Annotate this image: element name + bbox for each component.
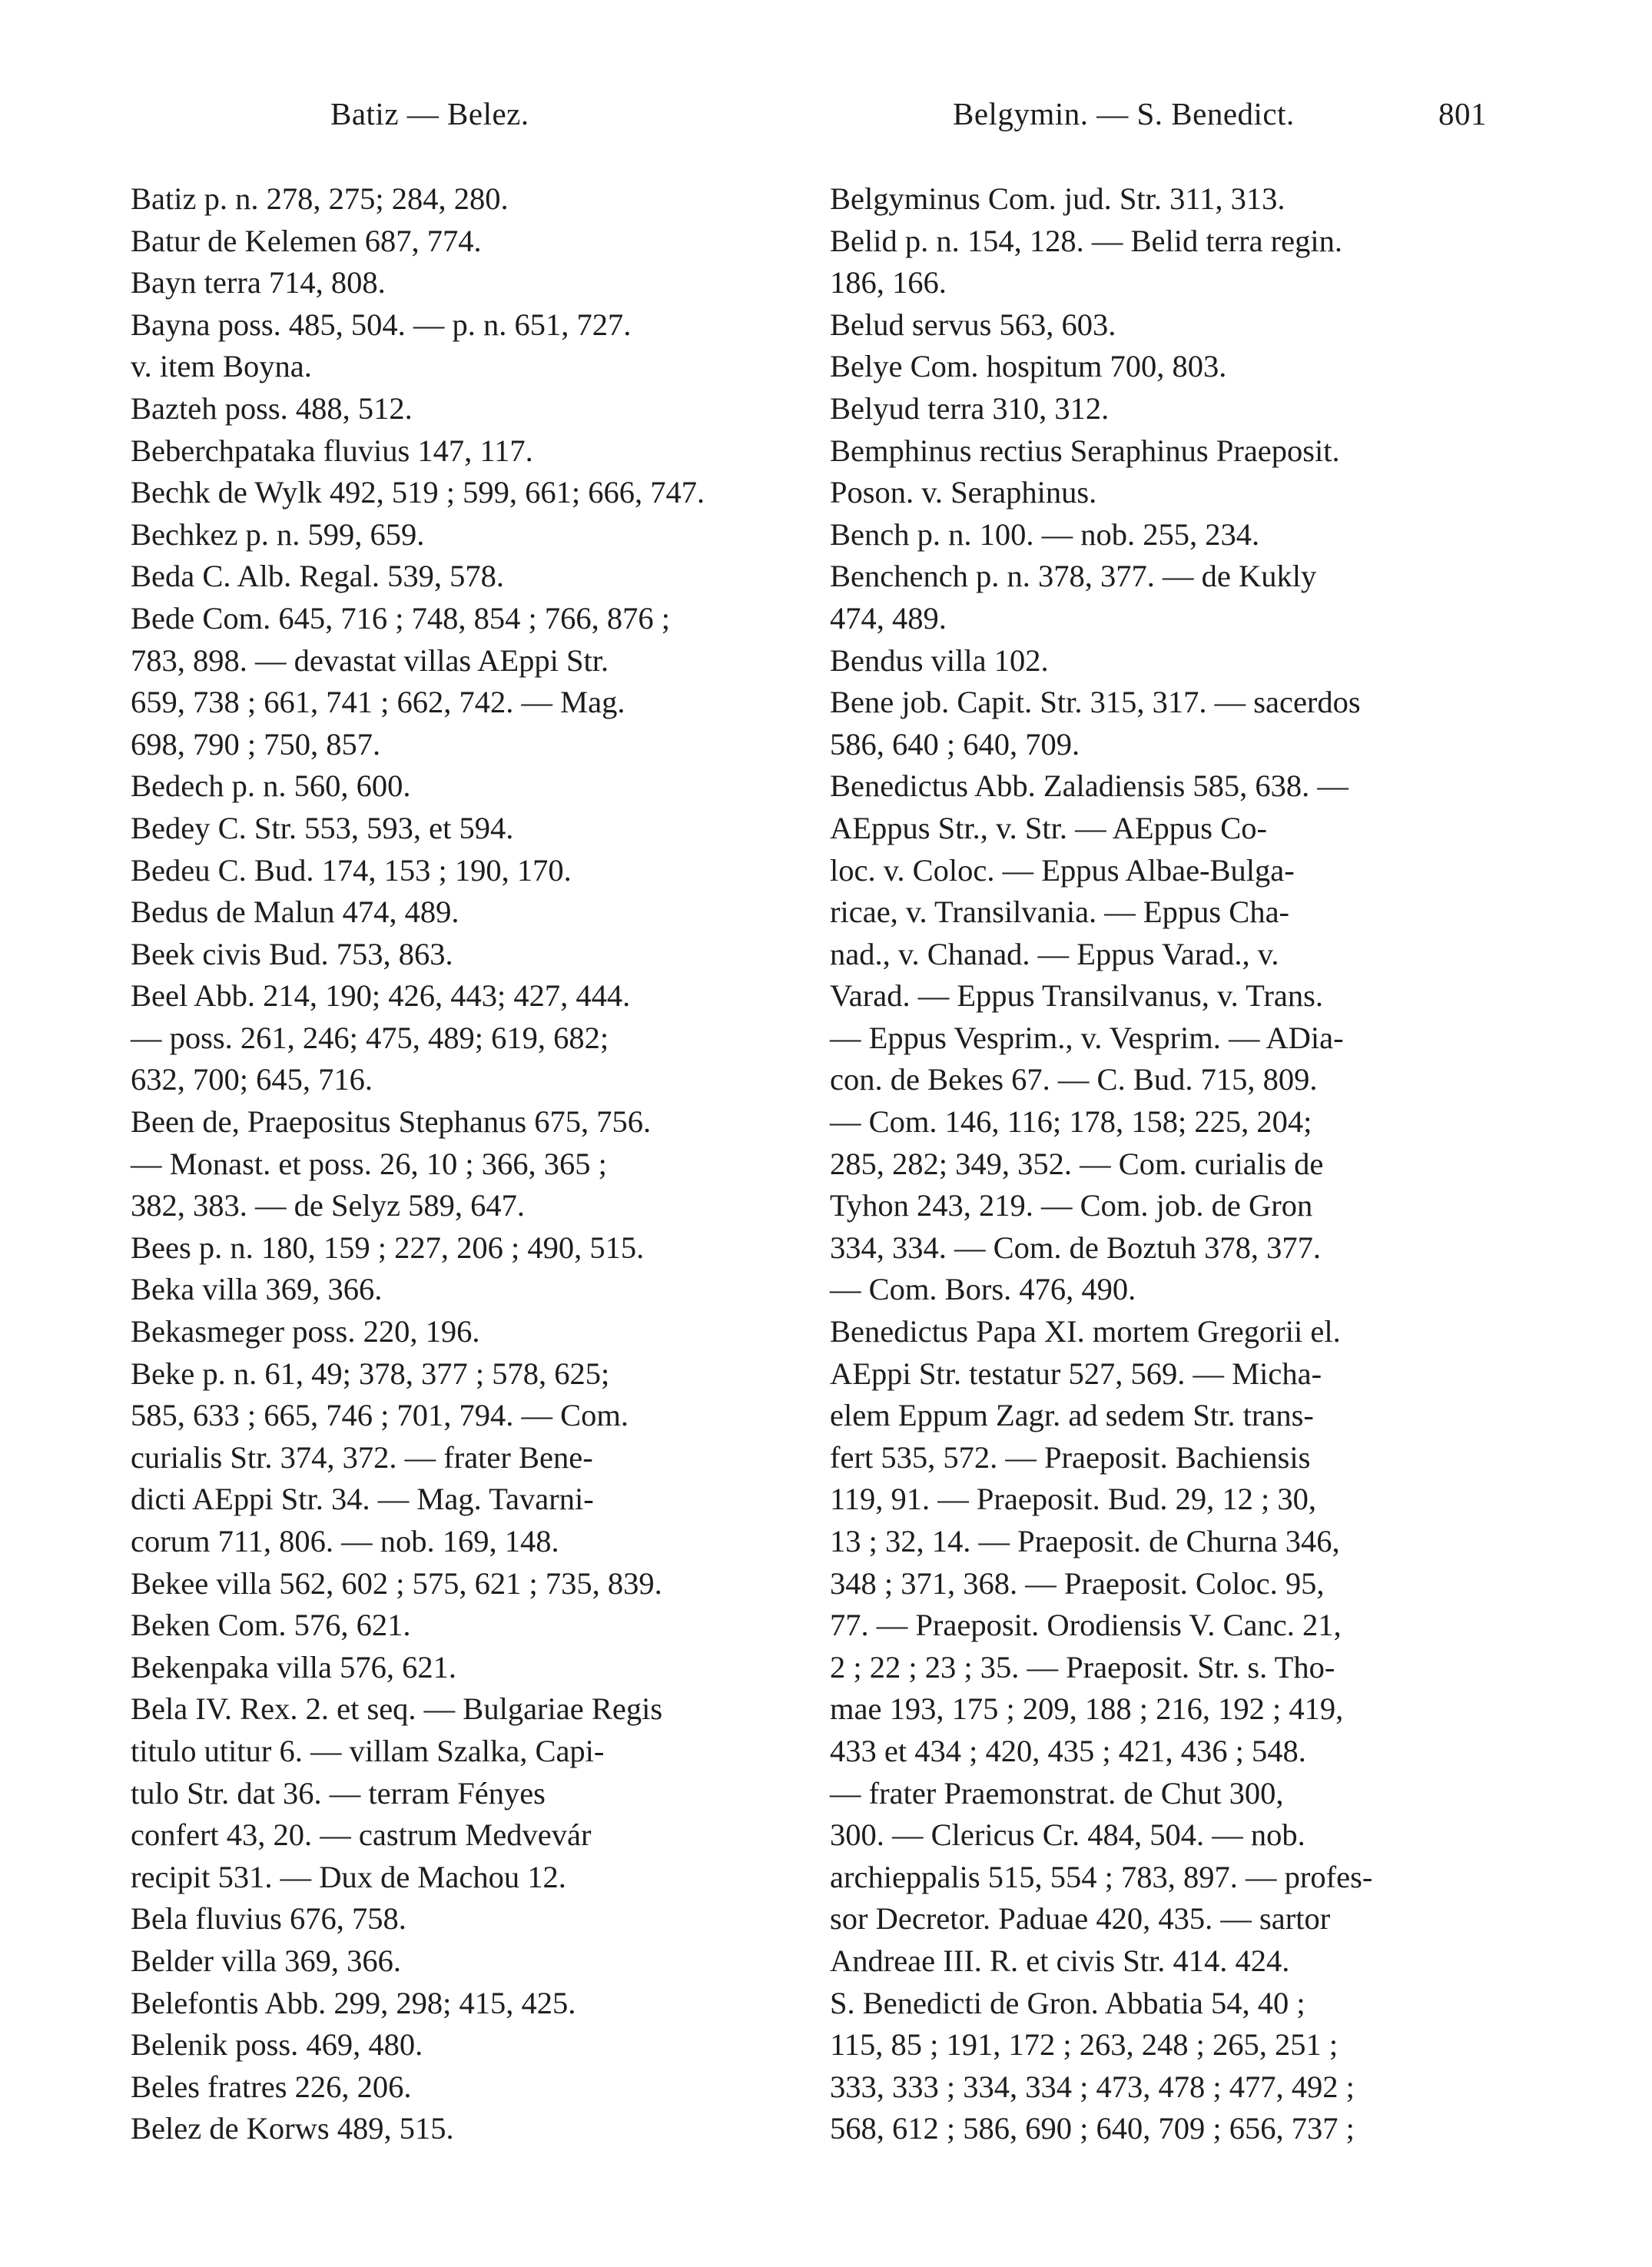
index-entry xyxy=(131,178,807,221)
index-entry-line: — poss. 261, 246; 475, 489; 619, 682; xyxy=(131,1020,609,1055)
index-entry xyxy=(131,221,807,263)
index-entry-line: Bedech p. n. 560, 600. xyxy=(131,768,411,804)
index-entry-line: Bench p. n. 100. — nob. 255, 234. xyxy=(830,516,1260,552)
index-entry-line: Belefontis Abb. 299, 298; 415, 425. xyxy=(131,1985,576,2020)
index-entry-line: Bekee villa 562, 602 ; 575, 621 ; 735, 839. xyxy=(131,1565,662,1601)
index-entry-line: Belyud terra 310, 312. xyxy=(830,390,1110,426)
index-entry-line: — Eppus Vesprim., v. Vesprim. — ADia- xyxy=(830,1020,1344,1055)
index-entry xyxy=(131,430,807,473)
index-entry-line: 659, 738 ; 661, 741 ; 662, 742. — Mag. xyxy=(131,685,625,720)
index-entry-line: Beke p. n. 61, 49; 378, 377 ; 578, 625; xyxy=(131,1356,610,1391)
index-entry xyxy=(131,975,807,1101)
index-entry xyxy=(131,1647,807,1689)
index-entry xyxy=(131,514,807,556)
index-entry-line: 119, 91. — Praeposit. Bud. 29, 12 ; 30, xyxy=(830,1482,1316,1517)
index-entry-line: Bedus de Malun 474, 489. xyxy=(131,895,459,930)
index-entry-line: 13 ; 32, 14. — Praeposit. de Churna 346, xyxy=(830,1524,1340,1558)
index-entry xyxy=(830,430,1510,514)
index-entry-line: 77. — Praeposit. Orodiensis V. Canc. 21, xyxy=(830,1608,1342,1643)
index-entry-line: — frater Praemonstrat. de Chut 300, xyxy=(830,1775,1284,1811)
index-entry xyxy=(131,1688,807,1898)
index-entry-line: 783, 898. — devastat villas AEppi Str. xyxy=(131,642,609,678)
index-entry-line: Bayn terra 714, 808. xyxy=(131,265,386,300)
index-entry-line: Beles fratres 226, 206. xyxy=(131,2069,412,2104)
index-entry-line: 186, 166. xyxy=(830,265,947,300)
index-entry-line: Belder villa 369, 366. xyxy=(131,1943,402,1978)
index-entry-line: Beel Abb. 214, 190; 426, 443; 427, 444. xyxy=(131,978,631,1014)
index-entry-line: Bees p. n. 180, 159 ; 227, 206 ; 490, 515. xyxy=(131,1230,645,1265)
index-entry-line: 2 ; 22 ; 23 ; 35. — Praeposit. Str. s. Tho- xyxy=(830,1649,1335,1684)
index-entry-line: tulo Str. dat 36. — terram Fényes xyxy=(131,1775,546,1811)
index-entry-line: 300. — Clericus Cr. 484, 504. — nob. xyxy=(830,1817,1305,1853)
index-entry-line: loc. v. Coloc. — Eppus Albae-Bulga- xyxy=(830,852,1295,888)
index-entry-line: Bela IV. Rex. 2. et seq. — Bulgariae Regis xyxy=(131,1691,663,1727)
index-entry-line: Belenik poss. 469, 480. xyxy=(131,2027,423,2063)
index-column-left xyxy=(131,178,807,2150)
index-entry xyxy=(131,1605,807,1647)
index-entry-line: AEppus Str., v. Str. — AEppus Co- xyxy=(830,810,1267,845)
index-entry-line: AEppi Str. testatur 527, 569. — Micha- xyxy=(830,1356,1322,1391)
index-entry xyxy=(131,556,807,598)
index-entry-line: Beka villa 369, 366. xyxy=(131,1272,383,1307)
index-entry-line: titulo utitur 6. — villam Szalka, Capi- xyxy=(131,1733,605,1768)
index-entry xyxy=(131,2024,807,2066)
index-entry xyxy=(830,765,1510,1311)
index-entry-line: archieppalis 515, 554 ; 783, 897. — profes- xyxy=(830,1859,1373,1894)
index-entry-line: dicti AEppi Str. 34. — Mag. Tavarni- xyxy=(131,1482,594,1517)
index-entry-line: Been de, Praepositus Stephanus 675, 756. xyxy=(131,1104,652,1140)
index-entry xyxy=(131,1101,807,1227)
index-entry xyxy=(131,1311,807,1353)
index-entry xyxy=(131,1983,807,2025)
index-entry-line: con. de Bekes 67. — C. Bud. 715, 809. xyxy=(830,1062,1318,1097)
index-entry xyxy=(131,2066,807,2109)
index-entry-line: Belye Com. hospitum 700, 803. xyxy=(830,349,1227,384)
index-entry-line: mae 193, 175 ; 209, 188 ; 216, 192 ; 419, xyxy=(830,1691,1344,1727)
index-entry xyxy=(131,262,807,304)
index-entry xyxy=(131,1940,807,1983)
running-head-left: Batiz — Belez. xyxy=(330,96,529,131)
index-entry-line: 474, 489. xyxy=(830,600,947,636)
index-entry-line: Bechkez p. n. 599, 659. xyxy=(131,516,425,552)
index-entry-line: 348 ; 371, 368. — Praeposit. Coloc. 95, xyxy=(830,1565,1325,1601)
index-entry-line: Batiz p. n. 278, 275; 284, 280. xyxy=(131,181,509,216)
index-entry-line: 433 et 434 ; 420, 435 ; 421, 436 ; 548. xyxy=(830,1733,1306,1768)
index-entry-line: Beek civis Bud. 753, 863. xyxy=(131,936,453,971)
index-entry-line: Bendus villa 102. xyxy=(830,642,1049,678)
index-entry xyxy=(131,1269,807,1311)
index-entry xyxy=(131,388,807,430)
index-entry-line: 334, 334. — Com. de Boztuh 378, 377. xyxy=(830,1230,1321,1265)
index-entry-line: 698, 790 ; 750, 857. xyxy=(131,726,381,762)
index-entry-line: — Com. Bors. 476, 490. xyxy=(830,1272,1136,1307)
index-entry-line: 333, 333 ; 334, 334 ; 473, 478 ; 477, 492 ; xyxy=(830,2069,1355,2104)
index-entry xyxy=(830,388,1510,430)
index-entry xyxy=(830,514,1510,556)
index-entry xyxy=(131,850,807,892)
index-entry-line: Belid p. n. 154, 128. — Belid terra regin. xyxy=(830,223,1343,258)
index-column-right xyxy=(830,178,1510,2150)
index-entry-line: 115, 85 ; 191, 172 ; 263, 248 ; 265, 251 ; xyxy=(830,2027,1339,2063)
index-entry-line: 585, 633 ; 665, 746 ; 701, 794. — Com. xyxy=(131,1398,629,1433)
index-entry-line: elem Eppum Zagr. ad sedem Str. trans- xyxy=(830,1398,1314,1433)
index-entry-line: Tyhon 243, 219. — Com. job. de Gron xyxy=(830,1188,1313,1223)
index-entry-line: — Com. 146, 116; 178, 158; 225, 204; xyxy=(830,1104,1312,1140)
index-entry-line: Bemphinus rectius Seraphinus Praeposit. xyxy=(830,433,1340,468)
index-entry xyxy=(830,304,1510,347)
index-entry xyxy=(830,221,1510,304)
index-entry-line: Bedey C. Str. 553, 593, et 594. xyxy=(131,810,514,845)
index-entry xyxy=(830,1983,1510,2150)
index-entry-line: Bayna poss. 485, 504. — p. n. 651, 727. xyxy=(131,307,632,342)
index-entry-line: nad., v. Chanad. — Eppus Varad., v. xyxy=(830,936,1279,971)
index-entry-line: Bela fluvius 676, 758. xyxy=(131,1901,406,1937)
index-entry-line: Bekasmeger poss. 220, 196. xyxy=(131,1314,480,1349)
index-entry-line: recipit 531. — Dux de Machou 12. xyxy=(131,1859,566,1894)
index-entry-line: Andreae III. R. et civis Str. 414. 424. xyxy=(830,1943,1290,1978)
index-entry-line: Bedeu C. Bud. 174, 153 ; 190, 170. xyxy=(131,852,572,888)
index-entry-line: Benchench p. n. 378, 377. — de Kukly xyxy=(830,559,1317,594)
index-entry xyxy=(830,1311,1510,1983)
index-entry-line: Benedictus Papa XI. mortem Gregorii el. xyxy=(830,1314,1341,1349)
index-entry-line: 586, 640 ; 640, 709. xyxy=(830,726,1080,762)
index-entry-line: Bazteh poss. 488, 512. xyxy=(131,390,413,426)
index-entry-line: S. Benedicti de Gron. Abbatia 54, 40 ; xyxy=(830,1985,1305,2020)
index-entry-line: 632, 700; 645, 716. xyxy=(131,1062,373,1097)
running-head-right: Belgymin. — S. Benedict. xyxy=(953,96,1295,131)
index-entry-line: corum 711, 806. — nob. 169, 148. xyxy=(131,1524,559,1558)
index-entry-line: Beda C. Alb. Regal. 539, 578. xyxy=(131,559,504,594)
index-entry xyxy=(830,640,1510,682)
index-entry-line: curialis Str. 374, 372. — frater Bene- xyxy=(131,1439,593,1475)
index-entry xyxy=(131,1227,807,1270)
index-entry-line: 568, 612 ; 586, 690 ; 640, 709 ; 656, 737 ; xyxy=(830,2111,1355,2146)
index-entry-line: Bede Com. 645, 716 ; 748, 854 ; 766, 876 ; xyxy=(131,600,670,636)
index-entry xyxy=(131,2108,807,2150)
index-entry-line: confert 43, 20. — castrum Medvevár xyxy=(131,1817,592,1853)
index-entry-line: ricae, v. Transilvania. — Eppus Cha- xyxy=(830,895,1290,930)
index-entry xyxy=(131,1353,807,1563)
index-entry-line: Belgyminus Com. jud. Str. 311, 313. xyxy=(830,181,1285,216)
index-entry xyxy=(131,891,807,934)
index-entry-line: Beken Com. 576, 621. xyxy=(131,1608,411,1643)
index-entry-line: v. item Boyna. xyxy=(131,349,312,384)
index-entry-line: Bechk de Wylk 492, 519 ; 599, 661; 666, 747. xyxy=(131,475,705,510)
index-entry-line: Belud servus 563, 603. xyxy=(830,307,1116,342)
index-entry xyxy=(830,346,1510,388)
index-entry xyxy=(131,765,807,808)
index-entry xyxy=(131,1898,807,1940)
index-entry xyxy=(830,556,1510,639)
index-entry xyxy=(131,598,807,765)
index-entry-line: Benedictus Abb. Zaladiensis 585, 638. — xyxy=(830,768,1348,804)
index-entry-line: Bekenpaka villa 576, 621. xyxy=(131,1649,457,1684)
index-entry xyxy=(830,682,1510,765)
index-entry-line: — Monast. et poss. 26, 10 ; 366, 365 ; xyxy=(131,1146,607,1181)
index-entry-line: Beberchpataka fluvius 147, 117. xyxy=(131,433,533,468)
index-entry xyxy=(131,472,807,514)
index-entry-line: Bene job. Capit. Str. 315, 317. — sacerdos xyxy=(830,685,1361,720)
index-entry-line: Belez de Korws 489, 515. xyxy=(131,2111,454,2146)
index-entry xyxy=(131,934,807,976)
index-entry-line: Poson. v. Seraphinus. xyxy=(830,475,1097,510)
index-entry xyxy=(131,304,807,388)
index-entry xyxy=(131,808,807,850)
index-entry xyxy=(830,178,1510,221)
index-entry-line: fert 535, 572. — Praeposit. Bachiensis xyxy=(830,1439,1311,1475)
index-entry-line: Varad. — Eppus Transilvanus, v. Trans. xyxy=(830,978,1324,1014)
index-entry-line: 382, 383. — de Selyz 589, 647. xyxy=(131,1188,525,1223)
index-entry-line: sor Decretor. Paduae 420, 435. — sartor xyxy=(830,1901,1331,1937)
index-entry-line: Batur de Kelemen 687, 774. xyxy=(131,223,482,258)
page-number: 801 xyxy=(1438,96,1487,131)
index-entry xyxy=(131,1563,807,1605)
index-entry-line: 285, 282; 349, 352. — Com. curialis de xyxy=(830,1146,1324,1181)
